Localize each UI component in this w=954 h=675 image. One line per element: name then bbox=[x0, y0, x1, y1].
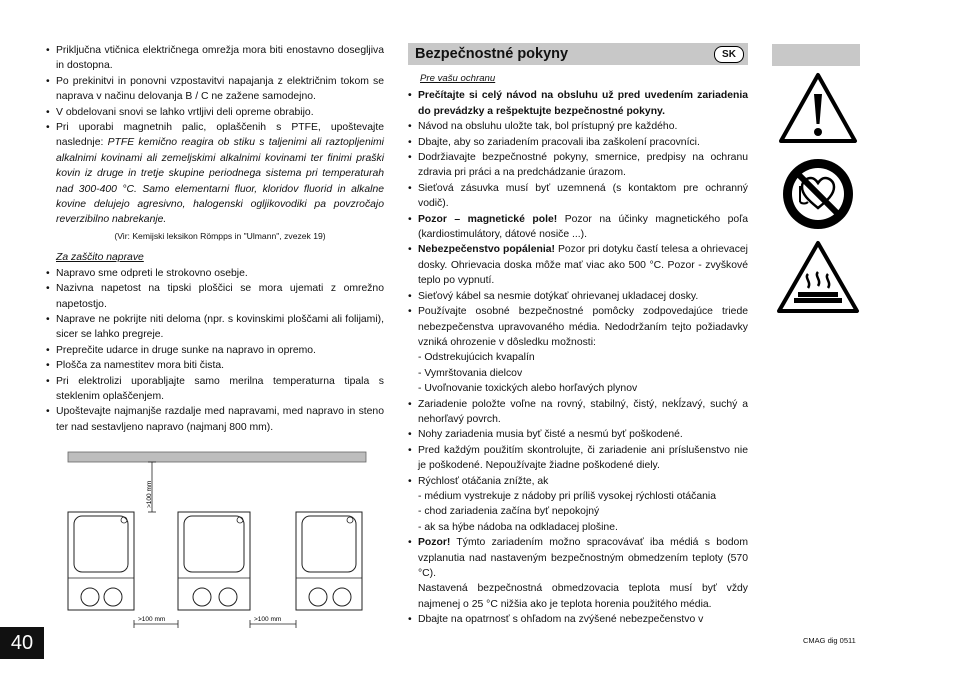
list-item-burn bbox=[408, 242, 748, 288]
hot-surface-icon bbox=[776, 240, 860, 314]
gap-dimension-2 bbox=[250, 616, 296, 628]
no-pacemaker-icon bbox=[780, 156, 856, 232]
left-column bbox=[46, 43, 384, 435]
device-right bbox=[296, 512, 362, 610]
burn-warning-text: Pozor pri dotyku častí telesa a ohrievacej dosky. Ohrievacia doska môže mať viac ako 500 °C. Pozor - zvyškové teplo po vypnutí. bbox=[418, 244, 748, 287]
gap-dimension-1 bbox=[134, 616, 178, 628]
dash-item: - chod zariadenia začína byť nepokojný bbox=[418, 506, 600, 518]
vertical-dimension bbox=[146, 462, 156, 512]
dash-item: - médium vystrekuje z nádoby pri príliš vysokej rýchlosti otáčania bbox=[418, 490, 716, 502]
list-item: • Sieťová zásuvka musí byť uzemnená (s kontaktom pre ochranný vodič). bbox=[408, 181, 748, 212]
list-item: • V obdelovani snovi se lahko vrtljivi deli opreme obrabijo. bbox=[46, 105, 384, 120]
page-number: 40 bbox=[0, 627, 44, 659]
list-item: • Dbajte, aby so zariadením pracovali iba zaškolení pracovníci. bbox=[408, 135, 748, 150]
list-item: • Zariadenie položte voľne na rovný, stabilný, čistý, nekĺzavý, suchý a nehorľavý povrch. bbox=[408, 397, 748, 428]
list-item-bold: • Prečítajte si celý návod na obsluhu už pred uvedením zariadenia do prevádzky a rešpektujte bezpečnostné pokyny. bbox=[408, 88, 748, 119]
gap-dimension-2-label: >100 mm bbox=[254, 616, 282, 623]
list-item-magnet bbox=[408, 212, 748, 243]
vertical-dimension-label: >100 mm bbox=[146, 480, 153, 508]
magnet-warning-label: Pozor – magnetické pole! bbox=[418, 213, 558, 225]
right-header-bar bbox=[772, 44, 860, 66]
list-item-pozor bbox=[408, 535, 748, 581]
section-title: Bezpečnostné pokyny bbox=[415, 46, 569, 62]
pozor-continuation: Nastavená bezpečnostná obmedzovacia teplota musí byť vždy najmenej o 25 °C nižšia ako je teplota horenia použitého média. bbox=[418, 583, 748, 610]
pozor-label: Pozor! bbox=[418, 537, 451, 549]
list-item: • Rýchlosť otáčania znížte, ak bbox=[408, 474, 748, 489]
list-item-ptfe bbox=[46, 120, 384, 228]
gap-dimension-1-label: >100 mm bbox=[138, 616, 166, 623]
list-item: • Naprave ne pokrijte niti deloma (npr. s kovinskimi ploščami ali folijami), sicer se lahko pregreje. bbox=[46, 312, 384, 343]
middle-column bbox=[408, 43, 748, 628]
list-item: • Nazivna napetost na tipski ploščici se mora ujemati z omrežno napetostjo. bbox=[46, 281, 384, 312]
dash-item: - ak sa hýbe nádoba na odkladacej plošine. bbox=[418, 521, 618, 533]
device-left bbox=[68, 512, 134, 610]
list-item: • Návod na obsluhu uložte tak, bol prístupný pre každého. bbox=[408, 119, 748, 134]
list-item: • Preprečite udarce in druge sunke na napravo in opremo. bbox=[46, 343, 384, 358]
magnet-warning-text: Pozor na účinky magnetického poľa (kardiostimulátory, dátové nosiče ...). bbox=[418, 213, 749, 241]
section-header bbox=[408, 43, 748, 65]
list-item: • Priključna vtičnica električnega omrežja mora biti enostavno dosegljiva in dostopna. bbox=[46, 43, 384, 74]
dash-item: - Uvoľnovanie toxických alebo horľavých plynov bbox=[418, 383, 638, 395]
list-item: • Plošča za namestitev mora biti čista. bbox=[46, 358, 384, 373]
section-subheading: Pre vašu ochranu bbox=[420, 73, 496, 84]
pozor-text: Týmto zariadením možno spracovávať iba médiá s bodom vzplanutia nad nastaveným bezpečnostným obmedzením teploty (570 °C). bbox=[418, 537, 748, 579]
document-code: CMAG dig 0511 bbox=[803, 636, 856, 645]
ptfe-note: PTFE kemično reagira ob stiku s taljenimi ali raztopljenimi alkalnimi kovinami ali zemeljskimi alkalnimi kovinami ter finimi praški kovin iz druge in tretje skupine periodnega sistema pri temperaturah nad 300-400 °C. Samo elementarni fluor, kloridov fluorid in alkalne kovine delujejo agresivno, halogenski ogljikovodiki pa povzročajo reverzibilno nabrekanje. bbox=[56, 137, 384, 226]
list-item: • Dodržiavajte bezpečnostné pokyny, smernice, predpisy na ochranu zdravia pri práci a na predchádzanie úrazom. bbox=[408, 150, 748, 181]
section-subheading: Za zaščito naprave bbox=[56, 252, 144, 264]
list-item: • Používajte osobné bezpečnostné pomôcky zodpovedajúce triede nebezpečenstva upravovaného média. Nedodržaním tejto požiadavky vzniká ohrozenie v dôsledku možnosti: bbox=[408, 304, 748, 350]
device-spacing-diagram bbox=[66, 450, 370, 634]
list-item: • Dbajte na opatrnosť s ohľadom na zvýšené nebezpečenstvo v bbox=[408, 612, 748, 627]
warning-triangle-icon bbox=[778, 72, 858, 144]
ptfe-intro: Pri uporabi magnetnih palic, oplaščenih s PTFE, upoštevajte naslednje: bbox=[56, 122, 384, 149]
language-badge: SK bbox=[714, 46, 744, 63]
source-note: (Vir: Kemijski leksikon Römpps in "Ulmann", zvezek 19) bbox=[114, 230, 326, 241]
dash-item: - Odstrekujúcich kvapalín bbox=[418, 352, 535, 364]
list-item: • Napravo sme odpreti le strokovno osebje. bbox=[46, 266, 384, 281]
list-item: • Po prekinitvi in ponovni vzpostavitvi napajanja z električnim tokom se naprava v načinu delovanja B / C ne zažene samodejno. bbox=[46, 74, 384, 105]
list-item: • Sieťový kábel sa nesmie dotýkať ohrievanej ukladacej dosky. bbox=[408, 289, 748, 304]
dash-item: - Vymrštovania dielcov bbox=[418, 367, 523, 379]
list-item: • Pred každým použitím skontrolujte, či zariadenie ani príslušenstvo nie je poškodené. Nepoužívajte žiadne poškodené diely. bbox=[408, 443, 748, 474]
shelf-bar bbox=[68, 452, 366, 462]
list-item: • Upoštevajte najmanjše razdalje med napravami, med napravo in steno ter nad sestavljeno napravo (najmanj 800 mm). bbox=[46, 404, 384, 435]
list-item: • Pri elektrolizi uporabljajte samo merilna temperaturna tipala s steklenim oplaščenjem. bbox=[46, 374, 384, 405]
list-item: • Nohy zariadenia musia byť čisté a nesmú byť poškodené. bbox=[408, 427, 748, 442]
burn-warning-label: Nebezpečenstvo popálenia! bbox=[418, 244, 555, 256]
device-center bbox=[178, 512, 250, 610]
